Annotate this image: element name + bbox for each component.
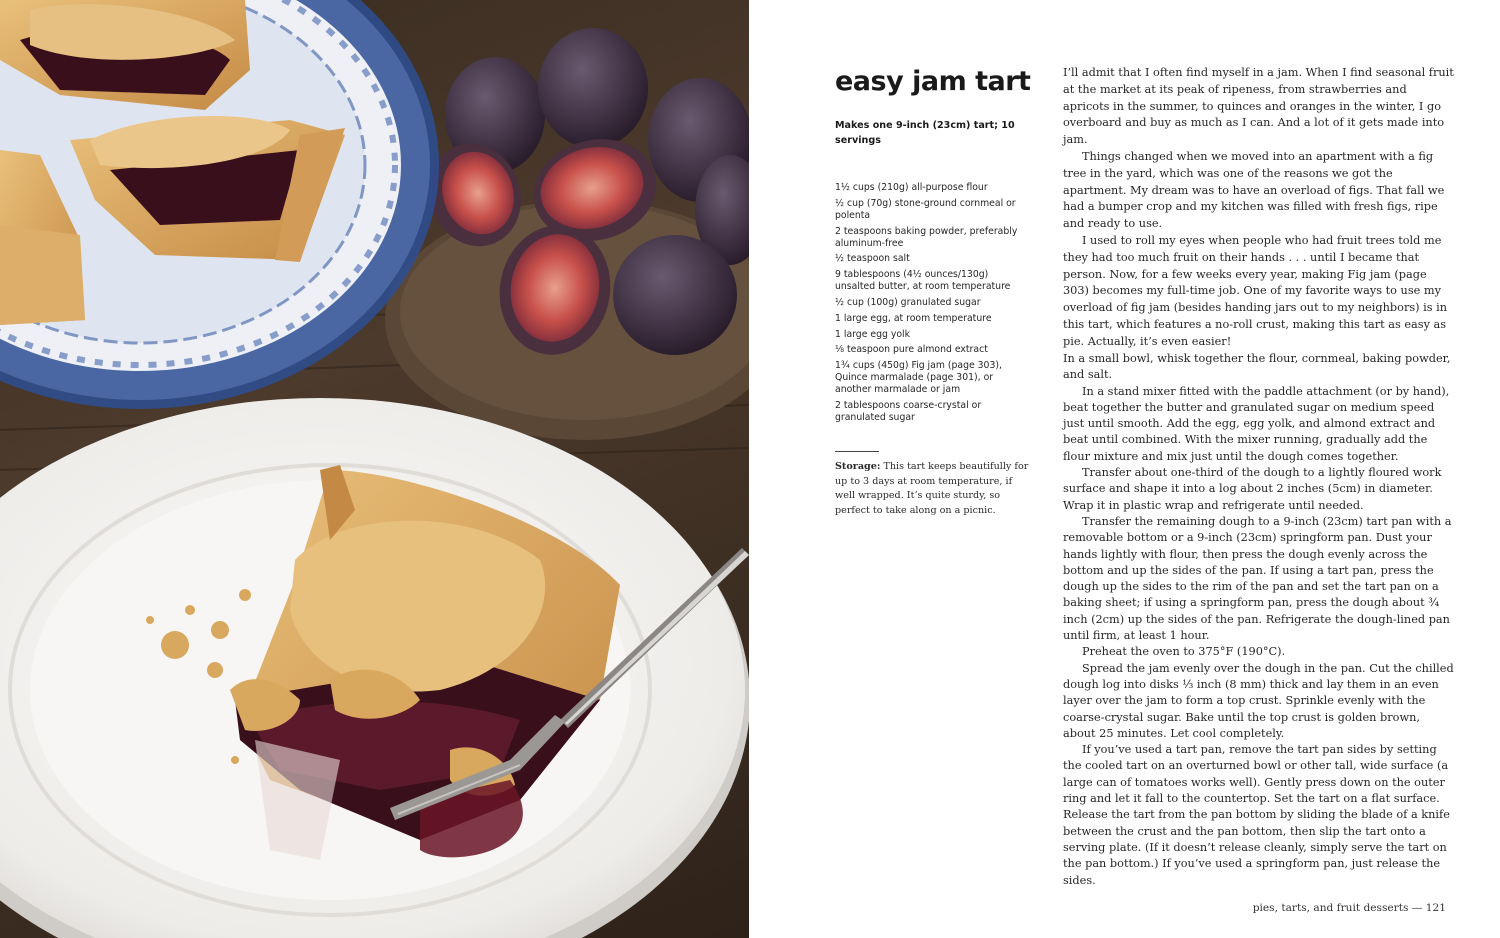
method-step: Transfer the remaining dough to a 9-inch (23cm) tart pan with a removable bottom or a 9-inch (23cm) springform pan. Dust your hands lightly with flour, then press the dough evenly across the bottom and up the sides of the pan. If using a tart pan, press the dough up the sides to the rim of the pan and set the tart pan on a baking sheet; if using a springform pan, press the dough about ¾ inch (2cm) up the sides of the pan. Refrigerate the dough-lined pan until firm, at least 1 hour. bbox=[1063, 514, 1452, 643]
ingredient-item: 9 tablespoons (4½ ounces/130g) unsalted butter, at room temperature bbox=[835, 269, 1011, 293]
method-step: In a small bowl, whisk together the flour, cornmeal, baking powder, and salt. bbox=[1063, 352, 1451, 382]
ingredient-item: 1 large egg yolk bbox=[835, 328, 911, 340]
ingredient-item: 1 large egg, at room temperature bbox=[835, 312, 992, 324]
ingredient-item: ⅛ teaspoon pure almond extract bbox=[835, 344, 988, 356]
intro-paragraph: I’ll admit that I often find myself in a jam. When I find seasonal fruit at the market at its peak of ripeness, from strawberries and apricots in the summer, to quinces and oranges in the winter, I go overboard and buy as much as I can. And a lot of it gets made into jam. bbox=[1063, 66, 1454, 147]
ingredient-list bbox=[835, 182, 1027, 428]
method-step: Spread the jam evenly over the dough in the pan. Cut the chilled dough log into disks ⅓ inch (8 mm) thick and lay them in an even layer over the jam to form a top crust. Sprinkle evenly with the coarse-crystal sugar. Bake until the top crust is golden brown, about 25 minutes. Let cool completely. bbox=[1063, 661, 1454, 740]
method-step: If you’ve used a tart pan, remove the tart pan sides by setting the cooled tart on an overturned bowl or other tall, wide surface (a large can of tomatoes works well). Gently press down on the outer ring and let it fall to the countertop. Set the tart on a flat surface. Release the tart from the pan bottom by sliding the blade of a knife between the crust and the pan bottom, then slip the tart onto a serving plate. (If it doesn’t release cleanly, simply serve the tart on the pan bottom.) If you’ve used a springform pan, just release the sides. bbox=[1063, 743, 1450, 887]
ingredient-item: 2 tablespoons coarse-crystal or granulated sugar bbox=[835, 399, 982, 423]
food-photo bbox=[0, 0, 749, 938]
ingredient-item: ½ cup (100g) granulated sugar bbox=[835, 296, 981, 308]
ingredient-item: 1¾ cups (450g) Fig jam (page 303), Quince marmalade (page 301), or another marmalade or jam bbox=[835, 360, 1002, 396]
storage-divider bbox=[835, 451, 879, 452]
intro-text bbox=[1063, 65, 1455, 351]
page-footer: pies, tarts, and fruit desserts — 121 bbox=[1252, 902, 1446, 914]
method-step: Transfer about one-third of the dough to a lightly floured work surface and shape it into a log about 2 inches (5cm) in diameter. Wrap it in plastic wrap and refrigerate until needed. bbox=[1063, 466, 1442, 512]
intro-paragraph: I used to roll my eyes when people who had fruit trees told me they had too much fruit on their hands . . . until I became that person. Now, for a few weeks every year, making Fig jam (page 303) becomes my full-time job. One of my favorite ways to use my overload of fig jam (besides handing jars out to my neighbors) is in this tart, which features a no-roll crust, making this tart as easy as pie. Actually, it’s even easier! bbox=[1063, 233, 1448, 348]
storage-text: This tart keeps beautifully for up to 3 days at room temperature, if well wrapped. It’s quite sturdy, so perfect to take along on a picnic. bbox=[835, 461, 1029, 516]
method-step: In a stand mixer fitted with the paddle attachment (or by hand), beat together the butter and granulated sugar on medium speed just until smooth. Add the egg, egg yolk, and almond extract and beat until combined. With the mixer running, gradually add the flour mixture and mix just until the dough comes together. bbox=[1063, 384, 1450, 463]
ingredient-item: ½ cup (70g) stone-ground cornmeal or polenta bbox=[835, 197, 1016, 221]
ingredient-item: ½ teaspoon salt bbox=[835, 253, 910, 265]
method-step: Preheat the oven to 375°F (190°C). bbox=[1082, 645, 1286, 659]
food-photo-illustration bbox=[0, 0, 749, 938]
ingredient-item: 2 teaspoons baking powder, preferably aluminum-free bbox=[835, 225, 1018, 249]
storage-label: Storage: bbox=[835, 461, 881, 472]
recipe-yield: Makes one 9-inch (23cm) tart; 10 servings bbox=[835, 120, 1015, 146]
method-text bbox=[1063, 351, 1455, 889]
recipe-title: easy jam tart bbox=[835, 66, 1031, 97]
ingredient-item: 1½ cups (210g) all-purpose flour bbox=[835, 182, 988, 193]
intro-paragraph: Things changed when we moved into an apartment with a fig tree in the yard, which was one of the reasons we got the apartment. My dream was to have an overload of figs. That fall we had a bumper crop and my kitchen was filled with fresh figs, ripe and ready to use. bbox=[1063, 149, 1445, 231]
storage-note bbox=[835, 460, 1031, 518]
